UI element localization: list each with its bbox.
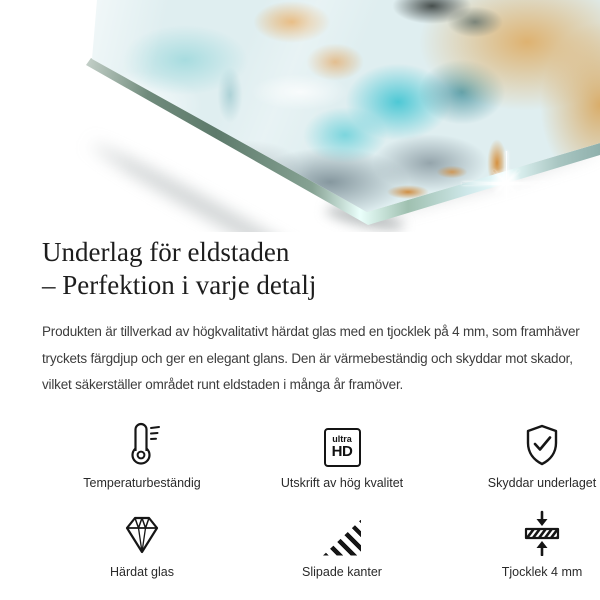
title-line-2: – Perfektion i varje detalj — [42, 270, 317, 300]
feature-print-quality — [242, 421, 442, 490]
diamond-icon — [118, 514, 166, 556]
feature-label: Skyddar underlaget — [487, 475, 597, 490]
feature-label: Härdat glas — [110, 564, 174, 579]
title-line-1: Underlag för eldstaden — [42, 237, 290, 267]
feature-label: Slipade kanter — [302, 564, 382, 579]
feature-temperature — [42, 421, 242, 490]
feature-protection — [442, 421, 600, 490]
feature-tempered-glass — [42, 514, 242, 579]
beveled-edges-icon — [323, 514, 361, 556]
ultra-hd-icon: ultra HD — [324, 421, 361, 467]
shield-check-icon — [520, 421, 564, 467]
feature-thickness — [442, 514, 600, 579]
thermometer-icon — [120, 421, 164, 467]
feature-grid — [42, 421, 600, 579]
thickness-4mm-icon — [520, 514, 564, 556]
feature-label: Tjocklek 4 mm — [501, 564, 583, 579]
product-description: Produkten är tillverkad av högkvalitativt härdat glas med en tjocklek på 4 mm, som framhäver tryckets färgdjup och ger en elegant glans. Den är värmebeständig och skyddar mot skador, vilket säkerställer området runt eldstaden i många år framöver. — [42, 324, 580, 392]
page-title — [42, 236, 600, 302]
feature-label: Utskrift av hög kvalitet — [280, 475, 404, 490]
product-photo — [0, 0, 600, 232]
feature-polished-edges — [242, 514, 442, 579]
feature-label: Temperaturbeständig — [83, 475, 201, 490]
